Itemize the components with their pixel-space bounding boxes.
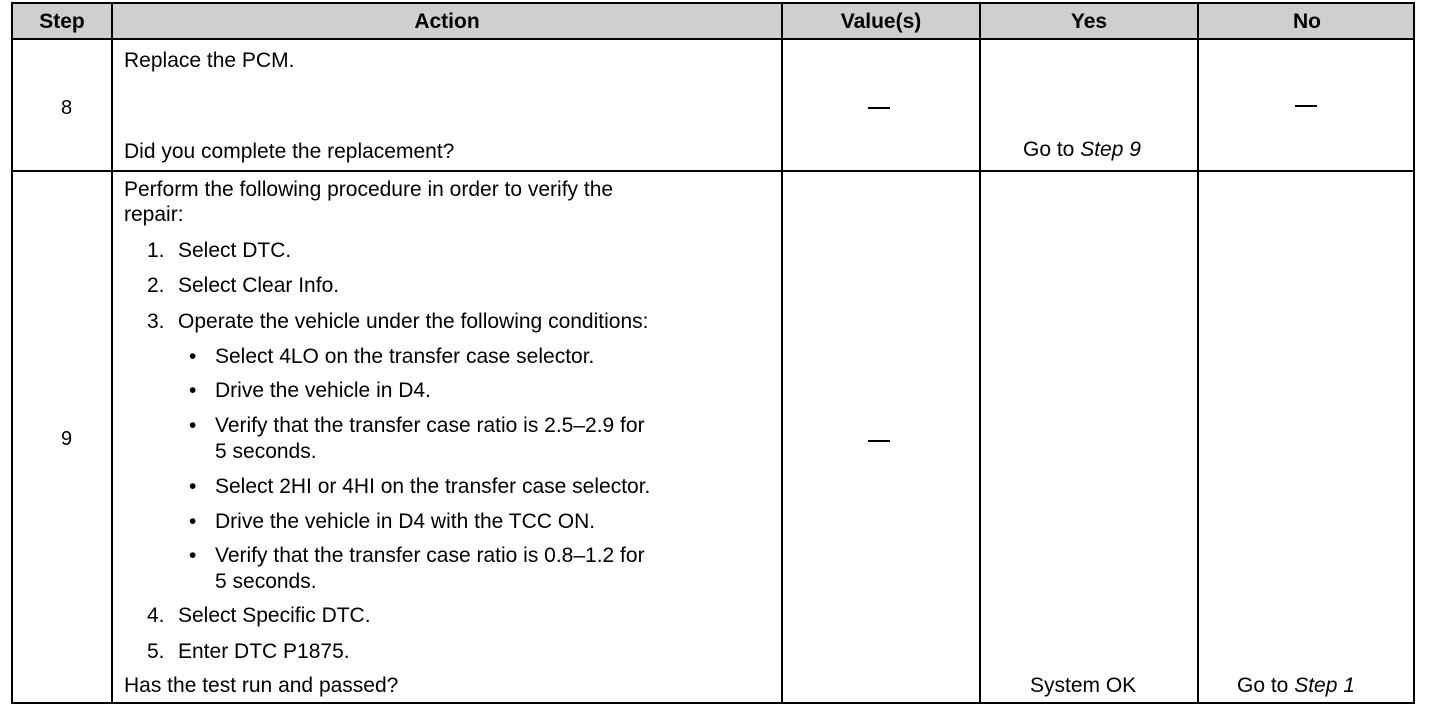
bullet-icon: • <box>189 544 197 567</box>
list-item-number: 5. <box>147 640 165 663</box>
list-item <box>147 309 648 335</box>
bullet-icon: • <box>189 510 197 533</box>
bullet-text: Select 2HI or 4HI on the transfer case selector. <box>215 475 651 498</box>
no-step-ref: Step 1 <box>1294 674 1355 697</box>
header-no: No <box>1293 10 1321 33</box>
header-step: Step <box>39 10 85 33</box>
diagnostic-table <box>11 2 1415 704</box>
yes-prefix: Go to <box>1023 138 1081 161</box>
step-number: 8 <box>61 97 73 119</box>
list-item <box>147 639 350 665</box>
list-item-number: 3. <box>147 310 165 333</box>
bullet-text: Verify that the transfer case ratio is 0.8–1.2 for <box>215 544 645 567</box>
yes-outcome: System OK <box>1030 674 1137 697</box>
column-divider <box>1197 4 1199 702</box>
list-item-text: Select DTC. <box>178 239 292 262</box>
list-item <box>147 603 371 629</box>
bullet-icon: • <box>189 345 197 368</box>
bullet-icon: • <box>189 475 197 498</box>
header-values: Value(s) <box>840 10 922 33</box>
yes-outcome <box>1023 137 1141 163</box>
step-number: 9 <box>61 428 73 450</box>
bullet-text-continued: 5 seconds. <box>215 570 317 593</box>
list-item <box>147 238 291 264</box>
no-prefix: Go to <box>1237 674 1295 697</box>
action-question: Has the test run and passed? <box>124 674 399 697</box>
list-item-text: Select Specific DTC. <box>178 604 371 627</box>
list-item-number: 4. <box>147 604 165 627</box>
column-divider <box>111 4 113 702</box>
list-item-number: 2. <box>147 274 165 297</box>
no-dash <box>1295 105 1317 107</box>
values-dash <box>868 440 890 442</box>
list-item-text: Operate the vehicle under the following conditions: <box>178 310 649 333</box>
row-divider <box>13 170 1413 172</box>
list-item-text: Select Clear Info. <box>178 274 340 297</box>
bullet-text: Drive the vehicle in D4. <box>215 379 431 402</box>
bullet-icon: • <box>189 379 197 402</box>
no-outcome <box>1237 673 1355 699</box>
bullet-text: Select 4LO on the transfer case selector. <box>215 345 595 368</box>
action-intro-line2: repair: <box>124 203 184 226</box>
header-yes: Yes <box>1070 10 1108 33</box>
header-action: Action <box>414 10 480 33</box>
yes-step-ref: Step 9 <box>1080 138 1141 161</box>
action-question: Did you complete the replacement? <box>124 140 455 163</box>
action-intro: Replace the PCM. <box>124 49 295 72</box>
column-divider <box>979 4 981 702</box>
bullet-text: Drive the vehicle in D4 with the TCC ON. <box>215 510 596 533</box>
list-item <box>147 273 339 299</box>
bullet-text-continued: 5 seconds. <box>215 440 317 463</box>
list-item-text: Enter DTC P1875. <box>178 640 350 663</box>
values-dash <box>868 107 890 109</box>
action-intro-line1: Perform the following procedure in order to verify the <box>124 178 614 201</box>
list-item-number: 1. <box>147 239 165 262</box>
column-divider <box>781 4 783 702</box>
bullet-icon: • <box>189 414 197 437</box>
bullet-text: Verify that the transfer case ratio is 2.5–2.9 for <box>215 414 645 437</box>
